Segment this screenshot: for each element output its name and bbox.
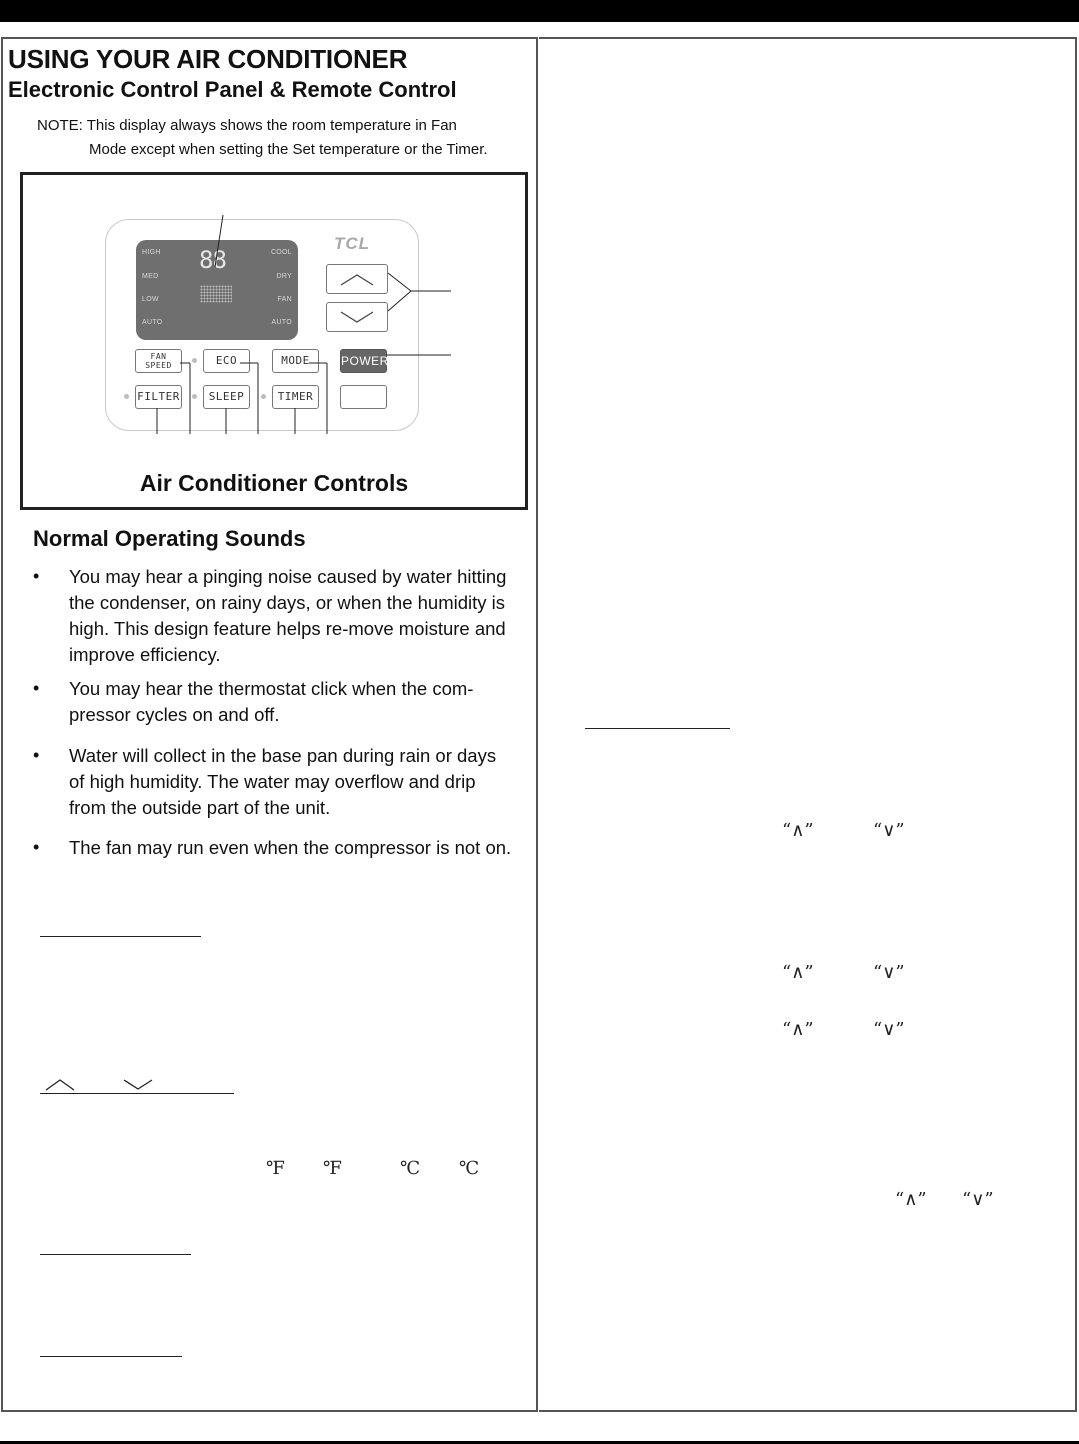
control-panel-figure: [20, 172, 528, 510]
sounds-item-2: You may hear the thermostat click when the com-pressor cycles on and off.: [69, 678, 474, 725]
bullet-4: •: [33, 837, 40, 857]
lcd-label-auto-right: AUTO: [271, 319, 292, 326]
sleep-button[interactable]: SLEEP: [203, 385, 250, 409]
brand-logo: TCL: [334, 234, 371, 253]
heading-underline: [585, 728, 730, 729]
chevron-up-icon: [46, 1080, 74, 1090]
fahrenheit-symbol: ℉: [323, 1158, 342, 1179]
fan-speed-label-2: SPEED: [145, 361, 172, 370]
lcd-label-high: HIGH: [142, 249, 161, 256]
lcd-label-low: LOW: [142, 296, 159, 303]
celsius-symbol: ℃: [459, 1158, 480, 1179]
chevron-down-icon: [124, 1080, 152, 1089]
right-column: [539, 37, 1077, 1412]
timer-button[interactable]: TIMER: [272, 385, 319, 409]
lcd-label-auto-left: AUTO: [142, 319, 163, 326]
fahrenheit-symbol: ℉: [266, 1158, 285, 1179]
bullet-1: •: [33, 566, 40, 586]
bullet-3: •: [33, 745, 40, 765]
down-arrow-symbol: “∨”: [962, 1189, 994, 1210]
page-title: USING YOUR AIR CONDITIONER: [8, 44, 408, 74]
lcd-label-cool: COOL: [270, 249, 292, 256]
bullet-2: •: [33, 678, 40, 698]
lcd-label-fan: FAN: [277, 296, 292, 303]
heading-underline: [40, 1254, 191, 1255]
up-arrow-symbol: “∧”: [895, 1189, 927, 1210]
mode-button[interactable]: MODE: [272, 349, 319, 373]
down-arrow-symbol: “∨”: [873, 820, 905, 841]
up-down-arrows: [44, 1077, 164, 1093]
note-line-2: Mode except when setting the Set temperature or the Timer.: [89, 141, 488, 158]
sounds-item-4: The fan may run even when the compressor is not on.: [69, 837, 512, 858]
page-subtitle: Electronic Control Panel & Remote Control: [8, 77, 457, 102]
eco-button[interactable]: ECO: [203, 349, 250, 373]
fan-speed-label-1: FAN: [150, 352, 167, 361]
figure-caption: Air Conditioner Controls: [139, 470, 409, 496]
top-bar: [0, 0, 1079, 22]
sounds-item-3: Water will collect in the base pan during rain or days of high humidity. The water may overflow and drip from the outside part of the unit.: [69, 745, 497, 818]
up-arrow-symbol: “∧”: [782, 1019, 814, 1040]
lcd-digits: 88: [199, 246, 226, 274]
heading-underline: [40, 1356, 182, 1357]
lcd-label-med: MED: [142, 273, 159, 280]
lcd-label-dry: DRY: [276, 273, 292, 280]
up-arrow-symbol: “∧”: [782, 820, 814, 841]
heading-underline: [40, 936, 201, 937]
heading-underline: [40, 1093, 234, 1094]
up-arrow-symbol: “∧”: [782, 962, 814, 983]
celsius-symbol: ℃: [400, 1158, 421, 1179]
sounds-title: Normal Operating Sounds: [33, 526, 306, 551]
callout-lines: [23, 175, 525, 507]
filter-button[interactable]: FILTER: [135, 385, 182, 409]
power-button[interactable]: POWER: [340, 349, 387, 373]
note-line-1: NOTE: This display always shows the room temperature in Fan: [37, 117, 457, 134]
down-arrow-symbol: “∨”: [873, 1019, 905, 1040]
sounds-item-1: You may hear a pinging noise caused by water hitting the condenser, on rainy days, or when the humidity is high. This design feature helps re-move moisture and improve efficiency.: [69, 566, 507, 665]
down-arrow-symbol: “∨”: [873, 962, 905, 983]
